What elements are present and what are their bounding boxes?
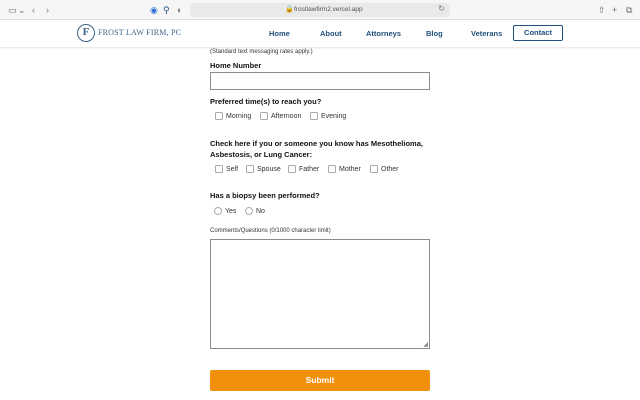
nav-about[interactable]: About — [320, 29, 342, 38]
chevron-down-icon[interactable]: ⌄ — [18, 5, 26, 15]
mother-option-label[interactable]: Mother — [339, 166, 361, 173]
tabs-overview-icon[interactable]: ⧉ — [626, 5, 633, 15]
biopsy-label: Has a biopsy been performed? — [210, 191, 320, 200]
self-option-label[interactable]: Self — [226, 166, 239, 173]
biopsy-no-label[interactable]: No — [256, 208, 265, 215]
other-checkbox[interactable] — [370, 165, 378, 173]
resize-grip-icon[interactable]: ◢ — [423, 342, 428, 348]
nav-attorneys[interactable]: Attorneys — [366, 29, 402, 38]
spouse-checkbox[interactable] — [246, 165, 254, 173]
url-text: frostlawfirm2.vercel.app — [294, 6, 363, 13]
nav-veterans[interactable]: Veterans — [471, 29, 503, 38]
share-icon[interactable]: ⇧ — [598, 5, 606, 15]
nav-home[interactable]: Home — [269, 29, 290, 38]
forward-icon[interactable]: › — [46, 5, 49, 15]
condition-label-line1: Check here if you or someone you know has Mesothelioma, — [210, 139, 423, 148]
preferred-time-label: Preferred time(s) to reach you? — [210, 97, 322, 106]
biopsy-yes-radio[interactable] — [214, 207, 222, 215]
father-checkbox[interactable] — [288, 165, 296, 173]
nav-blog[interactable]: Blog — [426, 29, 443, 38]
home-number-label: Home Number — [210, 61, 262, 70]
new-tab-icon[interactable]: + — [612, 5, 618, 15]
other-option-label[interactable]: Other — [381, 166, 399, 173]
back-icon[interactable]: ‹ — [32, 5, 35, 15]
mother-checkbox[interactable] — [328, 165, 336, 173]
reload-icon[interactable]: ↻ — [438, 4, 445, 13]
accessibility-icon[interactable]: ⚲ — [163, 5, 170, 15]
afternoon-checkbox[interactable] — [260, 112, 268, 120]
home-number-input[interactable] — [210, 72, 430, 90]
comments-textarea[interactable] — [210, 239, 430, 349]
submit-button[interactable]: Submit — [210, 370, 430, 391]
logo-text[interactable]: FROST LAW FIRM, PC — [98, 28, 182, 37]
self-checkbox[interactable] — [215, 165, 223, 173]
address-bar[interactable] — [190, 3, 450, 17]
rates-note: (Standard text messaging rates apply.) — [210, 49, 313, 55]
browser-toolbar — [0, 0, 640, 20]
shield-icon[interactable]: ◐ — [177, 5, 183, 15]
father-option-label[interactable]: Father — [299, 166, 320, 173]
morning-option-label[interactable]: Morning — [226, 113, 252, 120]
site-header — [0, 20, 640, 47]
spouse-option-label[interactable]: Spouse — [257, 166, 281, 173]
afternoon-option-label[interactable]: Afternoon — [271, 113, 302, 120]
logo-icon[interactable]: F — [77, 24, 95, 42]
evening-checkbox[interactable] — [310, 112, 318, 120]
biopsy-yes-label[interactable]: Yes — [225, 208, 237, 215]
morning-checkbox[interactable] — [215, 112, 223, 120]
evening-option-label[interactable]: Evening — [321, 113, 347, 120]
comments-label: Comments/Questions (0/1000 character limit) — [210, 228, 331, 234]
contact-button[interactable]: Contact — [513, 25, 563, 41]
biopsy-no-radio[interactable] — [245, 207, 253, 215]
condition-label-line2: Asbestosis, or Lung Cancer: — [210, 150, 313, 159]
lock-icon: 🔒 — [285, 6, 294, 13]
sidebar-toggle-icon[interactable]: ▭ — [8, 5, 17, 15]
extension-icon[interactable]: ◉ — [150, 5, 158, 15]
